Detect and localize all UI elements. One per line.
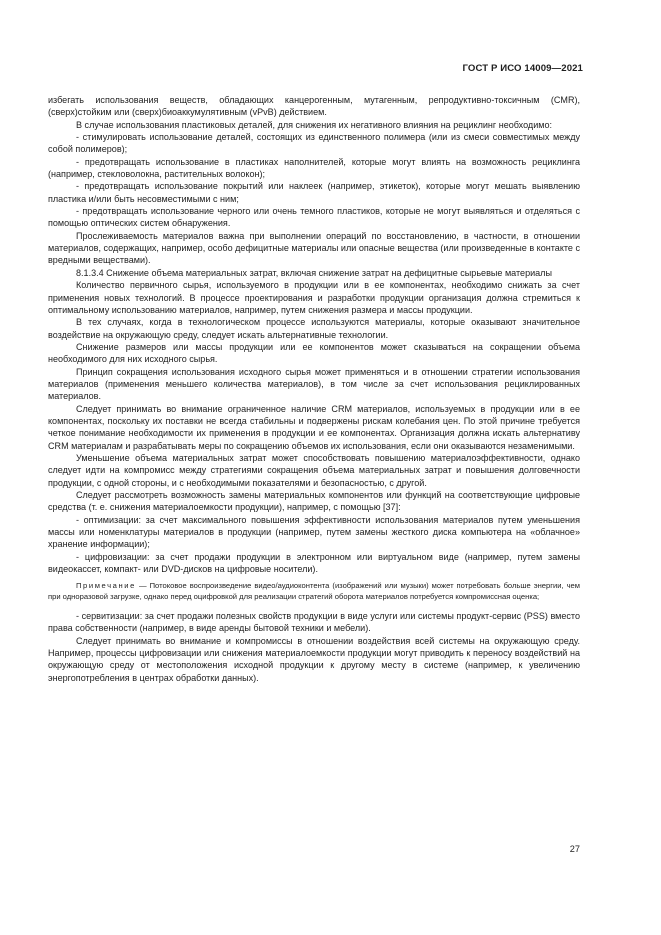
list-item: - сервитизации: за счет продажи полезных свойств продукции в виде услуги или системы продукт-сервис (PSS) вместо права собственности (например, в виде аренды бытовой техники и мебели). [48, 611, 580, 634]
paragraph: Прослеживаемость материалов важна при выполнении операций по восстановлению, в частности, в отношении материалов, содержащих, например, особо дефицитные материалы или опасные вещества (или произведенные в контакте с вредными веществами). [48, 230, 580, 266]
paragraph: В случае использования пластиковых деталей, для снижения их негативного влияния на рециклинг необходимо: [76, 119, 553, 130]
list-item: - предотвращать использование черного или очень темного пластиков, которые не могут выявляться и отделяться с помощью оптических систем обнаружения. [48, 206, 580, 229]
paragraph: Принцип сокращения использования исходного сырья может применяться и в отношении стратегии использования материалов (применения меньшего количества материалов), в том числе за счет использования рециклированных материалов. [48, 366, 580, 402]
paragraph: Следует принимать во внимание ограниченное наличие CRM материалов, используемых в продукции или в ее компонентах, поскольку их поставки не всегда стабильны и подвержены рискам колебания цен. По этой причине требуется четкое понимание необходимости их применения в продукции и ее компонентах. Организация должна искать альтернативу CRM материалам и разрабатывать меры по сокращению объемов их использования, если они оказываются незаменимыми. [48, 403, 580, 451]
note [48, 581, 580, 603]
list-item: - предотвращать использование в пластиках наполнителей, которые могут влиять на возможность рециклинга (например, стекловолокна, растительных волокон); [48, 156, 580, 180]
note-text: — Потоковое воспроизведение видео/аудиоконтента (изображений или музыки) может потребовать больше энергии, чем при одноразовой загрузке, однако перед оцифровкой для реализации стратегий оборота материалов потребуется компромиссная оценка; [48, 581, 580, 602]
page-number: 27 [569, 844, 580, 854]
paragraph: Следует рассмотреть возможность замены материальных компонентов или функций на соответствующие цифровые средства (т. е. снижения материалоемкости продукции), например, с помощью [37]: [48, 490, 580, 513]
list-item: - предотвращать использование покрытий или наклеек (например, этикеток), которые могут мешать выявлению пластика и/или быть несовместимыми с ним; [48, 181, 580, 204]
paragraph: Уменьшение объема материальных затрат может способствовать повышению материалоэффективности, однако следует идти на компромисс между стратегиями сокращения объема материальных затрат и повышения долговечности продукции, с одной стороны, и с необходимыми показателями и безопасностью, с другой. [48, 452, 580, 488]
document-body [48, 94, 580, 684]
paragraph: Снижение размеров или массы продукции или ее компонентов может сказываться на сокращении объема необходимого для них исходного сырья. [48, 341, 580, 365]
paragraph: избегать использования веществ, обладающих канцерогенным, мутагенным, репродуктивно-токсичным (CMR), (сверх)стойким или (сверх)биоаккумулятивным (vPvB) действием. [48, 95, 580, 118]
note-label: Примечание [76, 581, 136, 591]
section-heading: 8.1.3.4 Снижение объема материальных затрат, включая снижение затрат на дефицитные сырьевые материалы [76, 267, 552, 278]
paragraph: Следует принимать во внимание и компромиссы в отношении воздействия всей системы на окружающую среду. Например, процессы цифровизации или снижения материалоемкости продукции могут приводить к переносу воздействий на окружающую среду от местоположения исходной продукции к другому месту в системе (например, к увеличению энергопотребления в центрах обработки данных). [48, 635, 580, 683]
paragraph: В тех случаях, когда в технологическом процессе используются материалы, которые оказывают значительное воздействие на окружающую среду, следует искать альтернативные технологии. [48, 317, 580, 340]
list-item: - цифровизации: за счет продажи продукции в электронном или виртуальном виде (например, путем замены видеокассет, компакт- или DVD-дисков на цифровые носители). [48, 551, 580, 575]
standard-code-header: ГОСТ Р ИСО 14009—2021 [462, 63, 583, 74]
list-item: - оптимизации: за счет максимального повышения эффективности использования материалов путем уменьшения массы или номенклатуры материалов в продукции (например, путем замены жесткого диска компьютера на «облачное» хранение информации); [48, 514, 580, 550]
list-item: - стимулировать использование деталей, состоящих из единственного полимера (или из смеси совместимых между собой полимеров); [48, 132, 580, 155]
paragraph: Количество первичного сырья, используемого в продукции или в ее компонентах, необходимо снижать за счет применения новых технологий. В процессе проектирования и разработки продукции организация должна стремиться к оптимальному использованию материалов, например, путем снижения размера и массы продукции. [48, 280, 580, 315]
